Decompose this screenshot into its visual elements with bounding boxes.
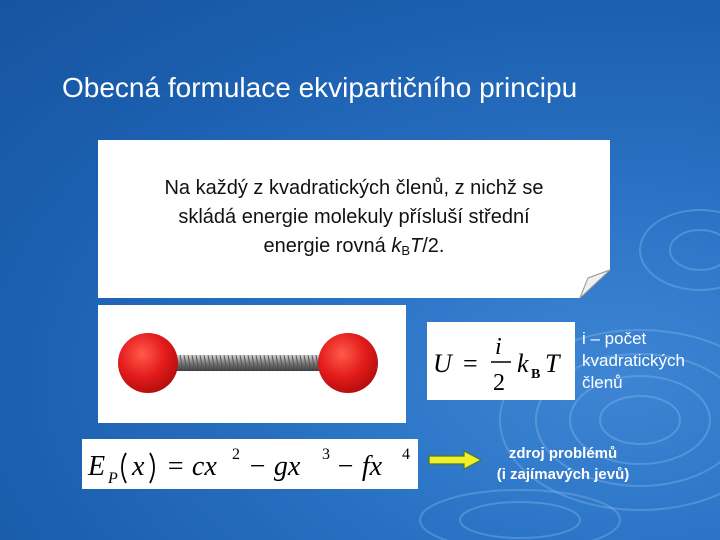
exponent-3: 3: [322, 446, 330, 463]
energy-formula-u: [427, 322, 575, 400]
principle-line-3: energie rovná $k_BT/2$.: [263, 235, 445, 258]
problem-line-2: (i zajímavých jevů): [496, 466, 630, 483]
principle-line-1: Na každý z kvadratických členů, z nichž se: [164, 177, 544, 199]
note-folded-corner: [578, 268, 612, 300]
symbol-i: i: [495, 334, 502, 360]
potential-energy-formula: [82, 439, 418, 489]
problem-line-1: zdroj problémů: [508, 445, 618, 462]
slide-title: Obecná formulace ekvipartičního principu: [62, 72, 578, 103]
i-definition-line-3: členů: [582, 373, 623, 392]
right-paren: [150, 453, 154, 483]
symbol-b-subscript: B: [531, 367, 541, 382]
term-gx: − gx: [248, 451, 301, 482]
symbol-k: k: [517, 349, 529, 378]
right-atom: [318, 333, 378, 393]
symbol-equals: =: [463, 349, 478, 378]
formula-e-drawing: [82, 439, 418, 489]
principle-line-2: skládá energie molekuly přísluší střední: [178, 206, 530, 228]
problem-source-note: [468, 443, 658, 485]
symbol-two: 2: [493, 370, 505, 396]
left-atom: [118, 333, 178, 393]
i-definition-note: [582, 328, 718, 394]
formula-u-drawing: [427, 322, 575, 400]
term-fx: − fx: [336, 451, 383, 482]
symbol-x: x: [132, 451, 145, 482]
symbol-p-subscript: P: [108, 470, 118, 487]
i-definition-line-1: i – počet: [582, 329, 647, 348]
symbol-t: T: [545, 349, 560, 378]
symbol-e: E: [88, 451, 106, 482]
i-definition-line-2: kvadratických: [582, 351, 685, 370]
molecule-drawing: [98, 305, 406, 423]
symbol-u: U: [433, 349, 452, 378]
term-cx: = cx: [166, 451, 217, 482]
exponent-2: 2: [232, 446, 240, 463]
left-paren: [122, 453, 126, 483]
diatomic-molecule-image: [98, 305, 406, 423]
exponent-4: 4: [402, 446, 410, 463]
principle-statement: [112, 174, 596, 261]
